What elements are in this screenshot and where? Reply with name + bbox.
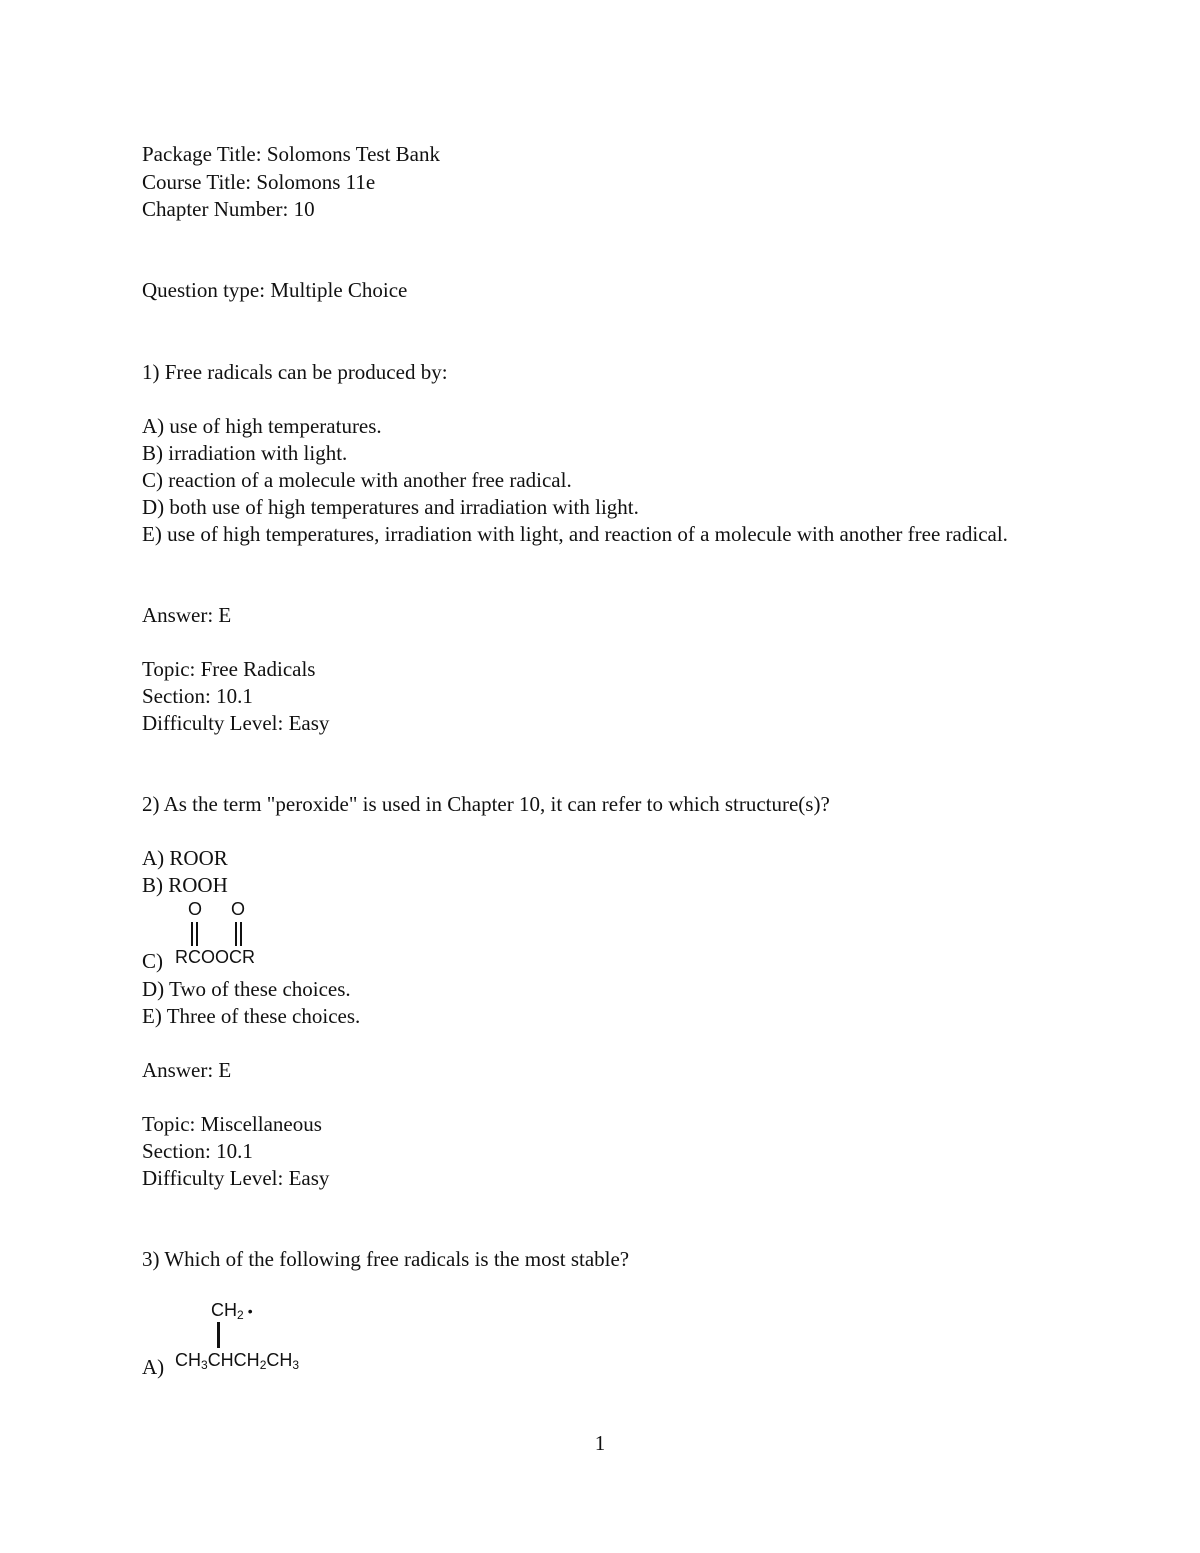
q3-option-a-label: A): [142, 1355, 165, 1379]
q2-c-double-bond-2: [233, 922, 245, 946]
chapter-number: Chapter Number: 10: [142, 197, 315, 221]
q3-a-top-group: $CH_2$ •: [211, 1300, 253, 1322]
q1-option-b: B) irradiation with light.: [142, 441, 348, 465]
q2-c-oxygen-1: O: [188, 899, 203, 919]
q3-a-chain: $CH_3CHCH_2CH_3$: [175, 1350, 300, 1372]
q1-option-d: D) both use of high temperatures and irradiation with light.: [142, 495, 639, 519]
question-type: Question type: Multiple Choice: [142, 278, 408, 302]
q2-option-c-formula: RCOOCR: [175, 947, 255, 967]
q2-c-double-bond-1: [189, 922, 201, 946]
q1-difficulty: Difficulty Level: Easy: [142, 711, 330, 735]
q1-option-e: E) use of high temperatures, irradiation with light, and reaction of a molecule with another free radical.: [142, 522, 1008, 546]
q1-option-c: C) reaction of a molecule with another free radical.: [142, 468, 572, 492]
q2-option-a: A) ROOR: [142, 846, 228, 870]
q2-option-b: B) ROOH: [142, 873, 228, 897]
q2-c-oxygen-2: O: [231, 899, 246, 919]
q1-option-a: A) use of high temperatures.: [142, 414, 382, 438]
q2-option-c-label: C): [142, 949, 163, 973]
q2-stem: 2) As the term "peroxide" is used in Chapter 10, it can refer to which structure(s)?: [142, 792, 830, 816]
package-title: Package Title: Solomons Test Bank: [142, 142, 440, 166]
q1-answer: Answer: E: [142, 603, 232, 627]
q2-section: Section: 10.1: [142, 1139, 253, 1163]
page-number: 1: [594, 1431, 606, 1455]
q1-section: Section: 10.1: [142, 684, 253, 708]
q3-a-single-bond: [217, 1322, 220, 1348]
q2-answer: Answer: E: [142, 1058, 232, 1082]
q1-topic: Topic: Free Radicals: [142, 657, 316, 681]
q2-topic: Topic: Miscellaneous: [142, 1112, 322, 1136]
q2-difficulty: Difficulty Level: Easy: [142, 1166, 330, 1190]
course-title: Course Title: Solomons 11e: [142, 170, 376, 194]
q2-option-d: D) Two of these choices.: [142, 977, 351, 1001]
q1-stem: 1) Free radicals can be produced by:: [142, 360, 448, 384]
q2-option-e: E) Three of these choices.: [142, 1004, 361, 1028]
q3-stem: 3) Which of the following free radicals is the most stable?: [142, 1247, 630, 1271]
